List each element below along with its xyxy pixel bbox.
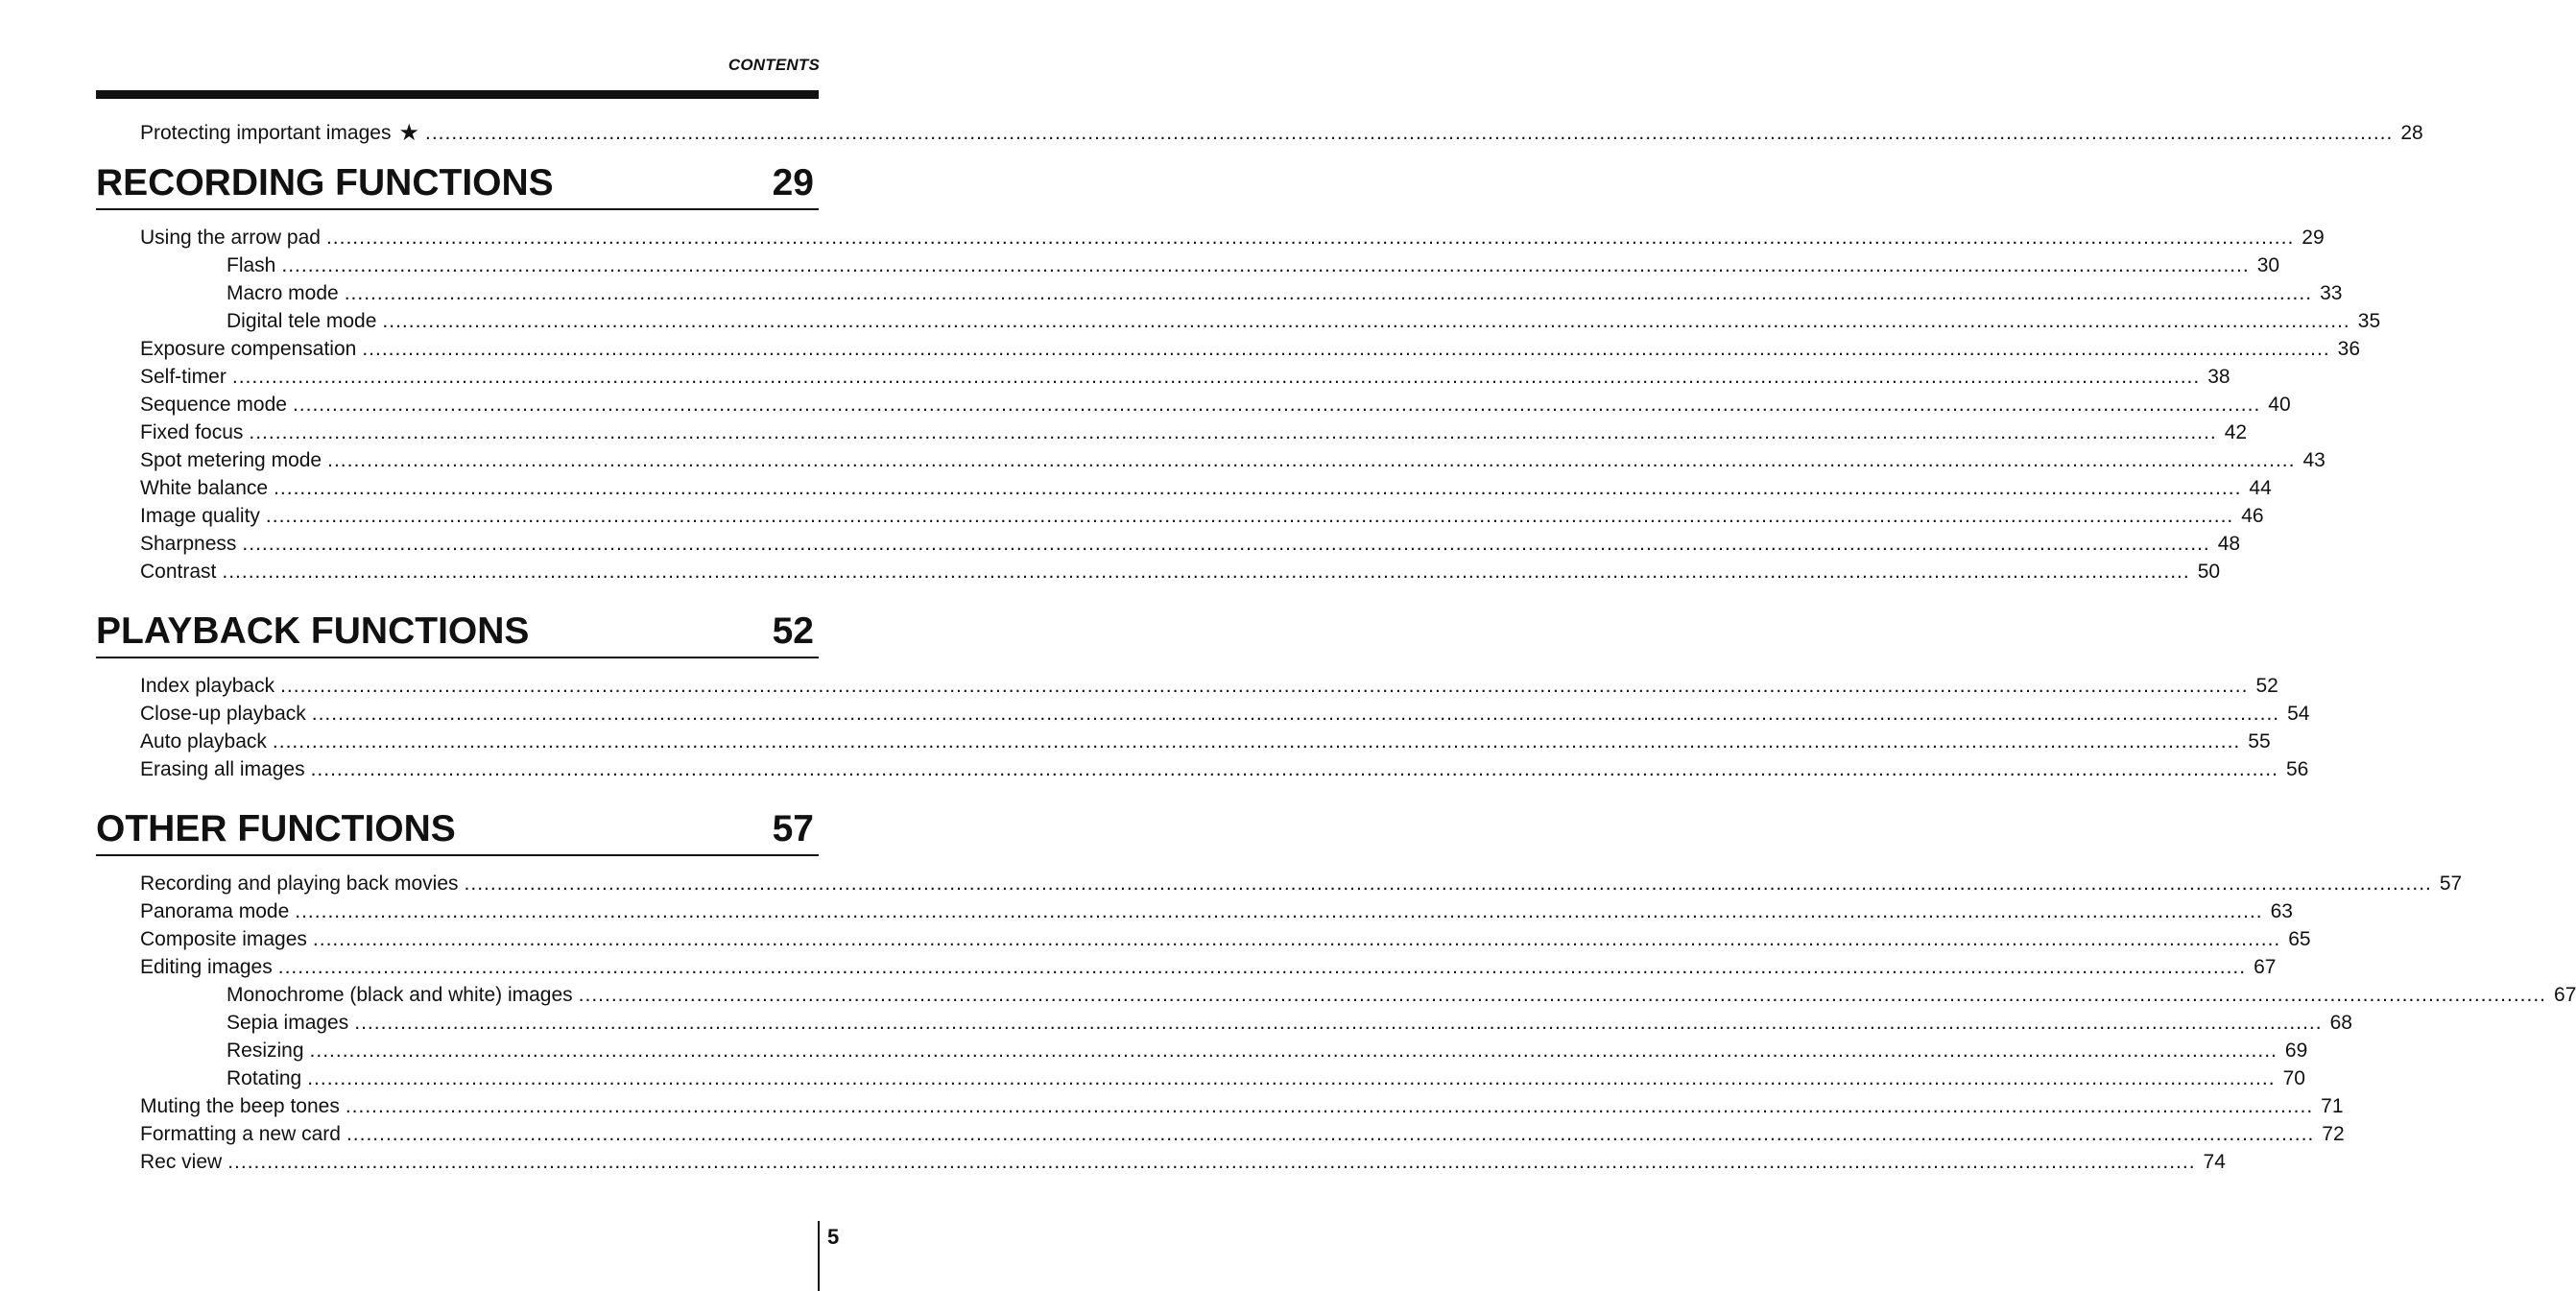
toc-entry-title: Composite images <box>140 928 307 950</box>
toc-entry[interactable] <box>96 502 2264 530</box>
toc-entry-title: Index playback <box>140 675 275 697</box>
section-entries <box>96 870 2576 1176</box>
toc-entry-page: 38 <box>2207 366 2230 388</box>
toc-entry[interactable] <box>96 558 2221 586</box>
toc-entry-title: Erasing all images <box>140 758 305 780</box>
toc-entry[interactable] <box>96 363 2230 391</box>
toc-entry-title: Auto playback <box>140 730 267 753</box>
toc-entry[interactable] <box>96 870 2463 897</box>
toc-subentry[interactable] <box>96 1064 2305 1092</box>
toc-entry-page: 67 <box>2254 956 2277 978</box>
dot-leader: ............................................................................................................................................................................................................................................................................................................ <box>292 394 2261 416</box>
toc-entry-title: White balance <box>140 477 269 499</box>
toc-entry-title: Close-up playback <box>140 703 306 725</box>
dot-leader: ............................................................................................................................................................................................................................................................................................................ <box>325 227 2295 249</box>
toc-entry-page: 36 <box>2337 338 2361 360</box>
toc-entry-page: 48 <box>2217 533 2241 555</box>
toc-entry-page: 69 <box>2284 1040 2308 1062</box>
header-rule <box>96 90 819 99</box>
dot-leader: ............................................................................................................................................................................................................................................................................................................ <box>354 1012 2323 1034</box>
toc-entry[interactable] <box>96 119 2423 147</box>
section-heading[interactable] <box>96 808 819 856</box>
toc-entry-page: 50 <box>2197 561 2221 583</box>
toc-entry-page: 56 <box>2285 758 2309 780</box>
dot-leader: ............................................................................................................................................................................................................................................................................................................ <box>424 122 2394 144</box>
toc-entry[interactable] <box>96 953 2277 981</box>
dot-leader: ............................................................................................................................................................................................................................................................................................................ <box>295 900 2263 922</box>
toc-entry[interactable] <box>96 474 2272 502</box>
toc-entry-title: Panorama mode <box>140 900 290 922</box>
toc-entry-page: 52 <box>2255 675 2278 697</box>
toc-entry-page: 55 <box>2248 730 2271 753</box>
running-header: CONTENTS <box>727 56 820 74</box>
dot-leader: ............................................................................................................................................................................................................................................................................................................ <box>280 675 2249 697</box>
dot-leader: ............................................................................................................................................................................................................................................................................................................ <box>311 703 2280 725</box>
toc-entry-page: 40 <box>2268 394 2291 416</box>
toc-entry[interactable] <box>96 224 2325 251</box>
toc-entry[interactable] <box>96 446 2326 474</box>
toc-entry-page: 74 <box>2203 1151 2226 1173</box>
section-entries <box>96 672 2310 783</box>
dot-leader: ............................................................................................................................................................................................................................................................................................................ <box>281 254 2250 276</box>
section-page: 57 <box>772 808 814 849</box>
toc-entry-title: Resizing <box>227 1040 304 1062</box>
toc-entry-title: Self-timer <box>140 366 227 388</box>
toc-entry-title: Editing images <box>140 956 273 978</box>
toc-entry-page: 65 <box>2288 928 2311 950</box>
section-page: 52 <box>772 610 814 652</box>
dot-leader: ............................................................................................................................................................................................................................................................................................................ <box>307 1067 2276 1089</box>
dot-leader: ............................................................................................................................................................................................................................................................................................................ <box>327 449 2296 471</box>
toc-entry[interactable] <box>96 755 2309 783</box>
toc-entry-page: 42 <box>2224 421 2248 443</box>
toc-entry[interactable] <box>96 897 2293 925</box>
toc-entry[interactable] <box>96 1120 2345 1148</box>
toc-entry-title: Spot metering mode <box>140 449 322 471</box>
toc-entry-page: 44 <box>2249 477 2272 499</box>
toc-entry-page: 70 <box>2282 1067 2305 1089</box>
section-title: OTHER FUNCTIONS <box>96 808 456 849</box>
dot-leader: ............................................................................................................................................................................................................................................................................................................ <box>344 282 2313 304</box>
toc-entry-page: 43 <box>2302 449 2326 471</box>
section-heading[interactable] <box>96 162 819 210</box>
dot-leader: ............................................................................................................................................................................................................................................................................................................ <box>231 366 2201 388</box>
toc-entry-page: 46 <box>2241 505 2264 527</box>
toc-entry-page: 67 <box>2554 984 2576 1006</box>
toc-entry-page: 33 <box>2320 282 2343 304</box>
dot-leader: ............................................................................................................................................................................................................................................................................................................ <box>312 928 2281 950</box>
toc-entry-title: Contrast <box>140 561 217 583</box>
dot-leader: ............................................................................................................................................................................................................................................................................................................ <box>272 730 2241 753</box>
section-title: RECORDING FUNCTIONS <box>96 162 554 203</box>
dot-leader: ............................................................................................................................................................................................................................................................................................................ <box>578 984 2547 1006</box>
section-page: 29 <box>772 162 814 203</box>
toc-entry-page: 57 <box>2439 873 2463 895</box>
toc-subentry[interactable] <box>96 981 2576 1009</box>
star-icon: ★ <box>398 120 419 146</box>
dot-leader: ............................................................................................................................................................................................................................................................................................................ <box>345 1095 2314 1117</box>
dot-leader: ............................................................................................................................................................................................................................................................................................................ <box>346 1123 2315 1145</box>
toc-entry[interactable] <box>96 700 2310 728</box>
toc-entry-page: 28 <box>2400 122 2423 144</box>
toc-entry[interactable] <box>96 335 2361 363</box>
toc-entry[interactable] <box>96 1148 2226 1176</box>
toc-entry-title: Flash <box>227 254 276 276</box>
toc-entry-title: Using the arrow pad <box>140 227 321 249</box>
section-title: PLAYBACK FUNCTIONS <box>96 610 530 652</box>
toc-entry-title: Recording and playing back movies <box>140 873 459 895</box>
toc-entry-title: Macro mode <box>227 282 339 304</box>
toc-entry-page: 54 <box>2287 703 2310 725</box>
toc-entry[interactable] <box>96 1092 2344 1120</box>
toc-entry[interactable] <box>96 925 2311 953</box>
toc-entry-page: 71 <box>2321 1095 2344 1117</box>
dot-leader: ............................................................................................................................................................................................................................................................................................................ <box>310 758 2278 780</box>
toc-entry-title: Digital tele mode <box>227 310 377 332</box>
section-heading[interactable] <box>96 610 819 658</box>
dot-leader: ............................................................................................................................................................................................................................................................................................................ <box>382 310 2350 332</box>
dot-leader: ............................................................................................................................................................................................................................................................................................................ <box>464 873 2432 895</box>
toc-entry[interactable] <box>96 391 2291 418</box>
dot-leader: ............................................................................................................................................................................................................................................................................................................ <box>277 956 2247 978</box>
toc-subentry[interactable] <box>96 307 2381 335</box>
dot-leader: ............................................................................................................................................................................................................................................................................................................ <box>309 1040 2278 1062</box>
toc-entry[interactable] <box>96 530 2241 558</box>
toc-entry-title: Protecting important images <box>140 122 392 144</box>
toc-entry-title: Fixed focus <box>140 421 244 443</box>
dot-leader: ............................................................................................................................................................................................................................................................................................................ <box>274 477 2242 499</box>
toc-subentry[interactable] <box>96 251 2280 279</box>
dot-leader: ............................................................................................................................................................................................................................................................................................................ <box>362 338 2330 360</box>
toc-entry[interactable] <box>96 728 2271 755</box>
toc-entry-page: 35 <box>2357 310 2381 332</box>
toc-entry-title: Image quality <box>140 505 260 527</box>
toc-entry-title: Rec view <box>140 1151 223 1173</box>
toc-entry-page: 29 <box>2302 227 2325 249</box>
toc-subentry[interactable] <box>96 1009 2352 1037</box>
toc-entry-page: 30 <box>2256 254 2280 276</box>
toc-entry[interactable] <box>96 418 2248 446</box>
toc-entry[interactable] <box>96 672 2278 700</box>
dot-leader: ............................................................................................................................................................................................................................................................................................................ <box>265 505 2234 527</box>
toc-entry-page: 63 <box>2270 900 2293 922</box>
dot-leader: ............................................................................................................................................................................................................................................................................................................ <box>222 561 2190 583</box>
toc-entry-title: Muting the beep tones <box>140 1095 340 1117</box>
table-of-contents <box>96 119 2576 1176</box>
dot-leader: ............................................................................................................................................................................................................................................................................................................ <box>242 533 2210 555</box>
toc-entry-title: Sepia images <box>227 1012 349 1034</box>
page-number: 5 <box>827 1225 840 1249</box>
toc-entry-title: Sequence mode <box>140 394 287 416</box>
dot-leader: ............................................................................................................................................................................................................................................................................................................ <box>227 1151 2196 1173</box>
page-number-rule <box>818 1221 820 1291</box>
toc-entry-title: Formatting a new card <box>140 1123 341 1145</box>
toc-entry-page: 72 <box>2322 1123 2345 1145</box>
toc-entry-title: Rotating <box>227 1067 302 1089</box>
dot-leader: ............................................................................................................................................................................................................................................................................................................ <box>249 421 2217 443</box>
toc-entry-page: 68 <box>2329 1012 2352 1034</box>
toc-subentry[interactable] <box>96 279 2343 307</box>
toc-entry-title: Sharpness <box>140 533 237 555</box>
toc-entry-title: Monochrome (black and white) images <box>227 984 573 1006</box>
toc-subentry[interactable] <box>96 1037 2308 1064</box>
toc-entry-title: Exposure compensation <box>140 338 357 360</box>
section-entries <box>96 224 2381 586</box>
